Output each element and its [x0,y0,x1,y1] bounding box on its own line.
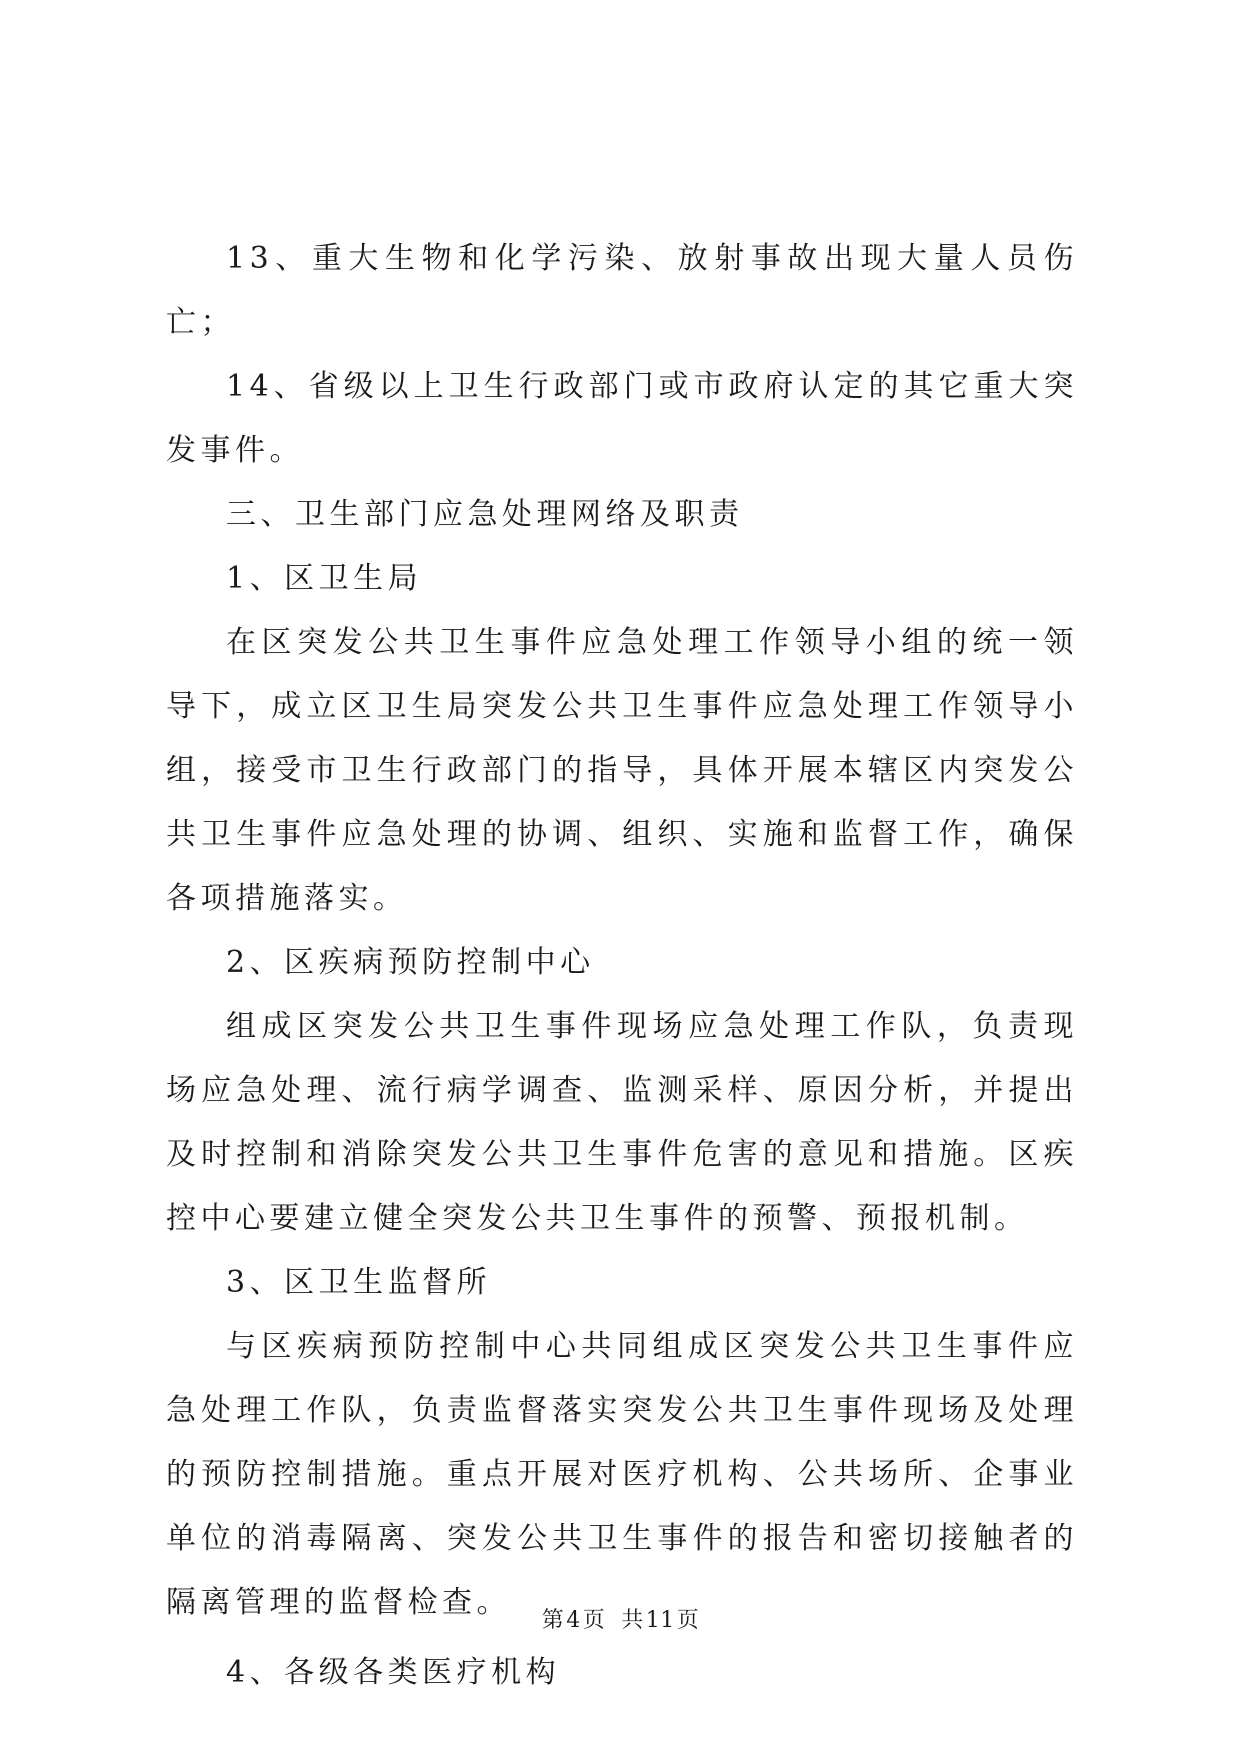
subsection-heading-2: 2、区疾病预防控制中心 [226,945,595,980]
total-suffix: 页 [676,1608,700,1633]
total-prefix: 共 [621,1608,644,1633]
list-item-13: 13、重大生物和化学污染、放射事故出现大量人员伤亡； [166,241,1078,340]
subsection-heading-3: 3、区卫生监督所 [226,1265,492,1300]
page-prefix: 第 [541,1608,565,1633]
document-body [166,227,1078,1705]
list-item-14: 14、省级以上卫生行政部门或市政府认定的其它重大突发事件。 [166,369,1078,468]
body-paragraph-2: 组成区突发公共卫生事件现场应急处理工作队，负责现场应急处理、流行病学调查、监测采样、原因分析，并提出及时控制和消除突发公共卫生事件危害的意见和措施。区疾控中心要建立健全突发公共卫生事件的预警、预报机制。 [166,1009,1078,1236]
page-footer [0,1606,1241,1636]
total-pages: 11 [645,1608,675,1633]
subsection-heading-1: 1、区卫生局 [226,561,423,596]
section-heading: 三、卫生部门应急处理网络及职责 [226,497,744,532]
page-number: 4 [566,1608,581,1633]
body-paragraph-1: 在区突发公共卫生事件应急处理工作领导小组的统一领导下，成立区卫生局突发公共卫生事件应急处理工作领导小组，接受市卫生行政部门的指导，具体开展本辖区内突发公共卫生事件应急处理的协调、组织、实施和监督工作，确保各项措施落实。 [166,625,1078,916]
page-suffix: 页 [582,1608,606,1633]
body-paragraph-3: 与区疾病预防控制中心共同组成区突发公共卫生事件应急处理工作队，负责监督落实突发公共卫生事件现场及处理的预防控制措施。重点开展对医疗机构、公共场所、企事业单位的消毒隔离、突发公共卫生事件的报告和密切接触者的隔离管理的监督检查。 [166,1329,1078,1620]
subsection-heading-4: 4、各级各类医疗机构 [226,1655,561,1690]
